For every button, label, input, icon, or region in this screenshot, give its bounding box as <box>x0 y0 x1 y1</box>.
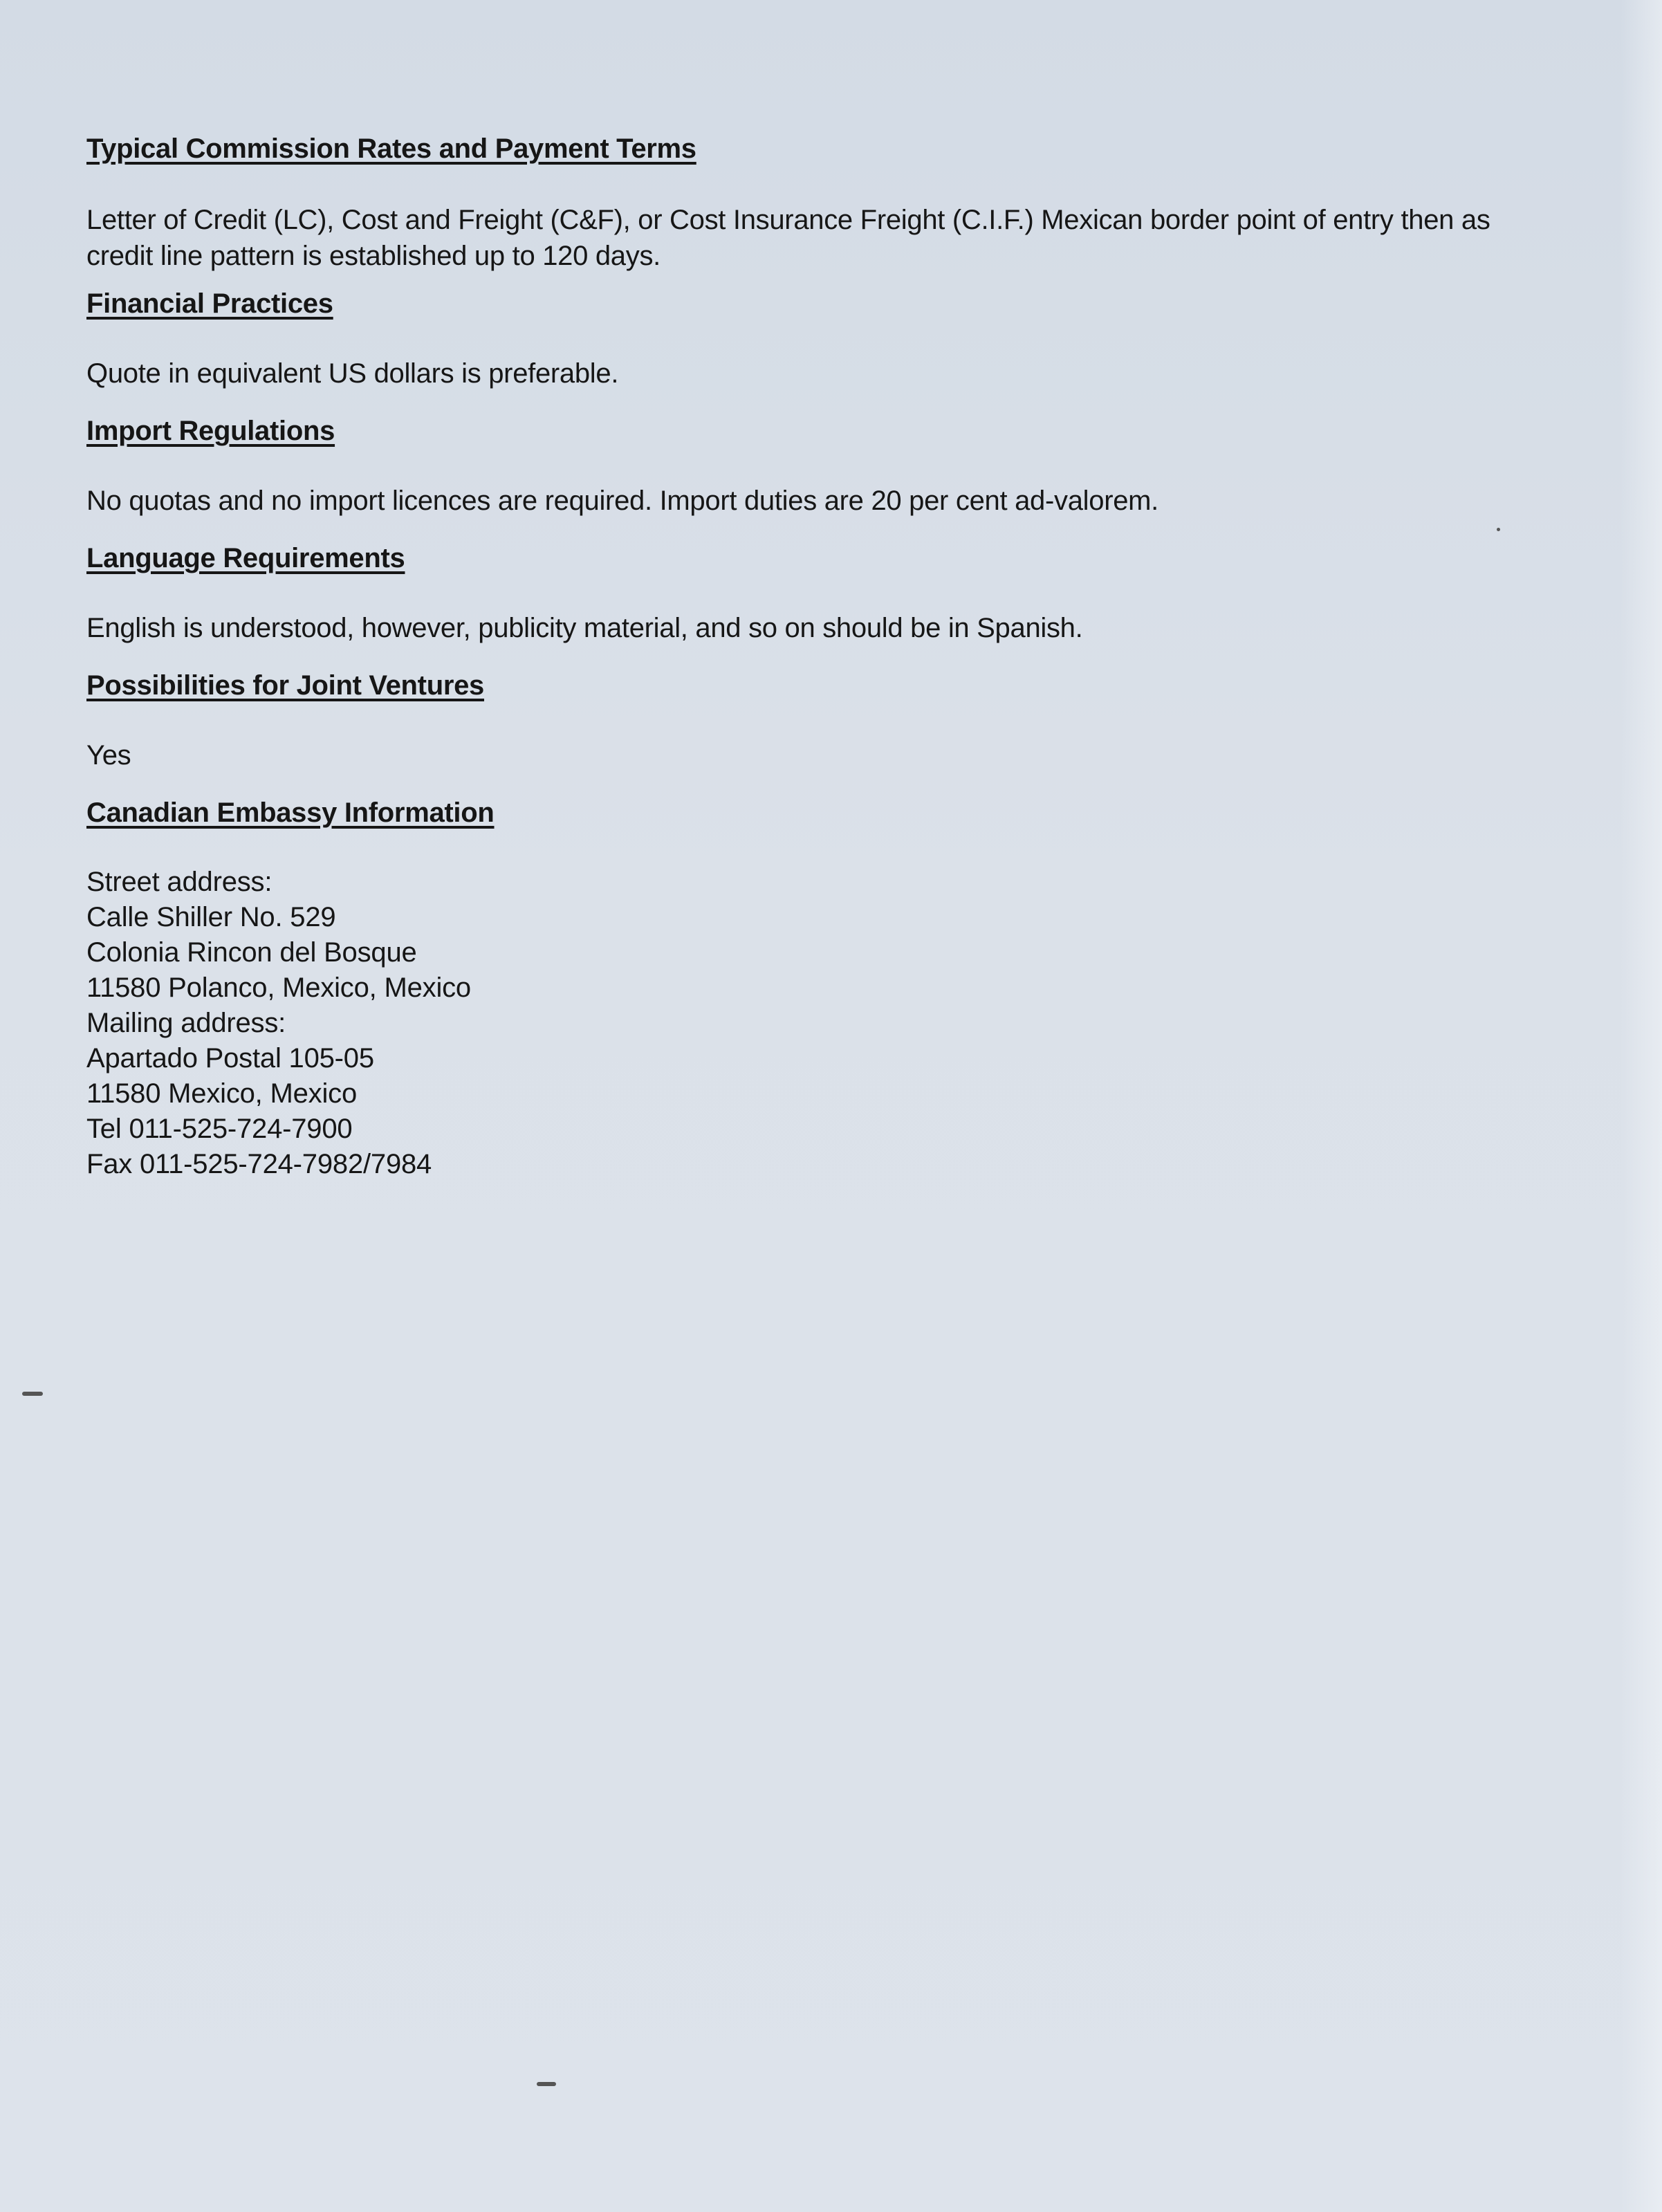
embassy-address-block <box>86 865 1504 1182</box>
section-text-financial: Quote in equivalent US dollars is preferable. <box>86 358 619 389</box>
section-heading-commission: Typical Commission Rates and Payment Terms <box>86 133 696 164</box>
scan-speck <box>22 1392 43 1396</box>
section-text-joint-ventures: Yes <box>86 740 131 771</box>
document-content <box>86 131 1504 1182</box>
address-line: Calle Shiller No. 529 <box>86 902 336 932</box>
scan-speck <box>537 2082 556 2086</box>
scan-speck <box>1497 528 1500 531</box>
address-line: 11580 Mexico, Mexico <box>86 1078 358 1109</box>
section-heading-import: Import Regulations <box>86 416 335 446</box>
address-line: Street address: <box>86 867 273 897</box>
section-text-commission: Letter of Credit (LC), Cost and Freight (C&F), or Cost Insurance Freight (C.I.F.) Mexican border point of entry then as credit line pattern is established up to 120 days. <box>86 205 1490 271</box>
address-line: 11580 Polanco, Mexico, Mexico <box>86 973 471 1003</box>
address-line: Apartado Postal 105-05 <box>86 1043 374 1073</box>
section-text-language: English is understood, however, publicity material, and so on should be in Spanish. <box>86 613 1083 643</box>
section-text-import: No quotas and no import licences are required. Import duties are 20 per cent ad-valorem. <box>86 486 1158 516</box>
section-heading-financial: Financial Practices <box>86 288 333 319</box>
section-heading-embassy: Canadian Embassy Information <box>86 798 495 828</box>
section-heading-joint-ventures: Possibilities for Joint Ventures <box>86 670 484 701</box>
address-line: Colonia Rincon del Bosque <box>86 937 417 968</box>
fax-line: Fax 011-525-724-7982/7984 <box>86 1149 432 1179</box>
phone-line: Tel 011-525-724-7900 <box>86 1114 353 1144</box>
address-line: Mailing address: <box>86 1008 286 1038</box>
section-heading-language: Language Requirements <box>86 543 405 573</box>
